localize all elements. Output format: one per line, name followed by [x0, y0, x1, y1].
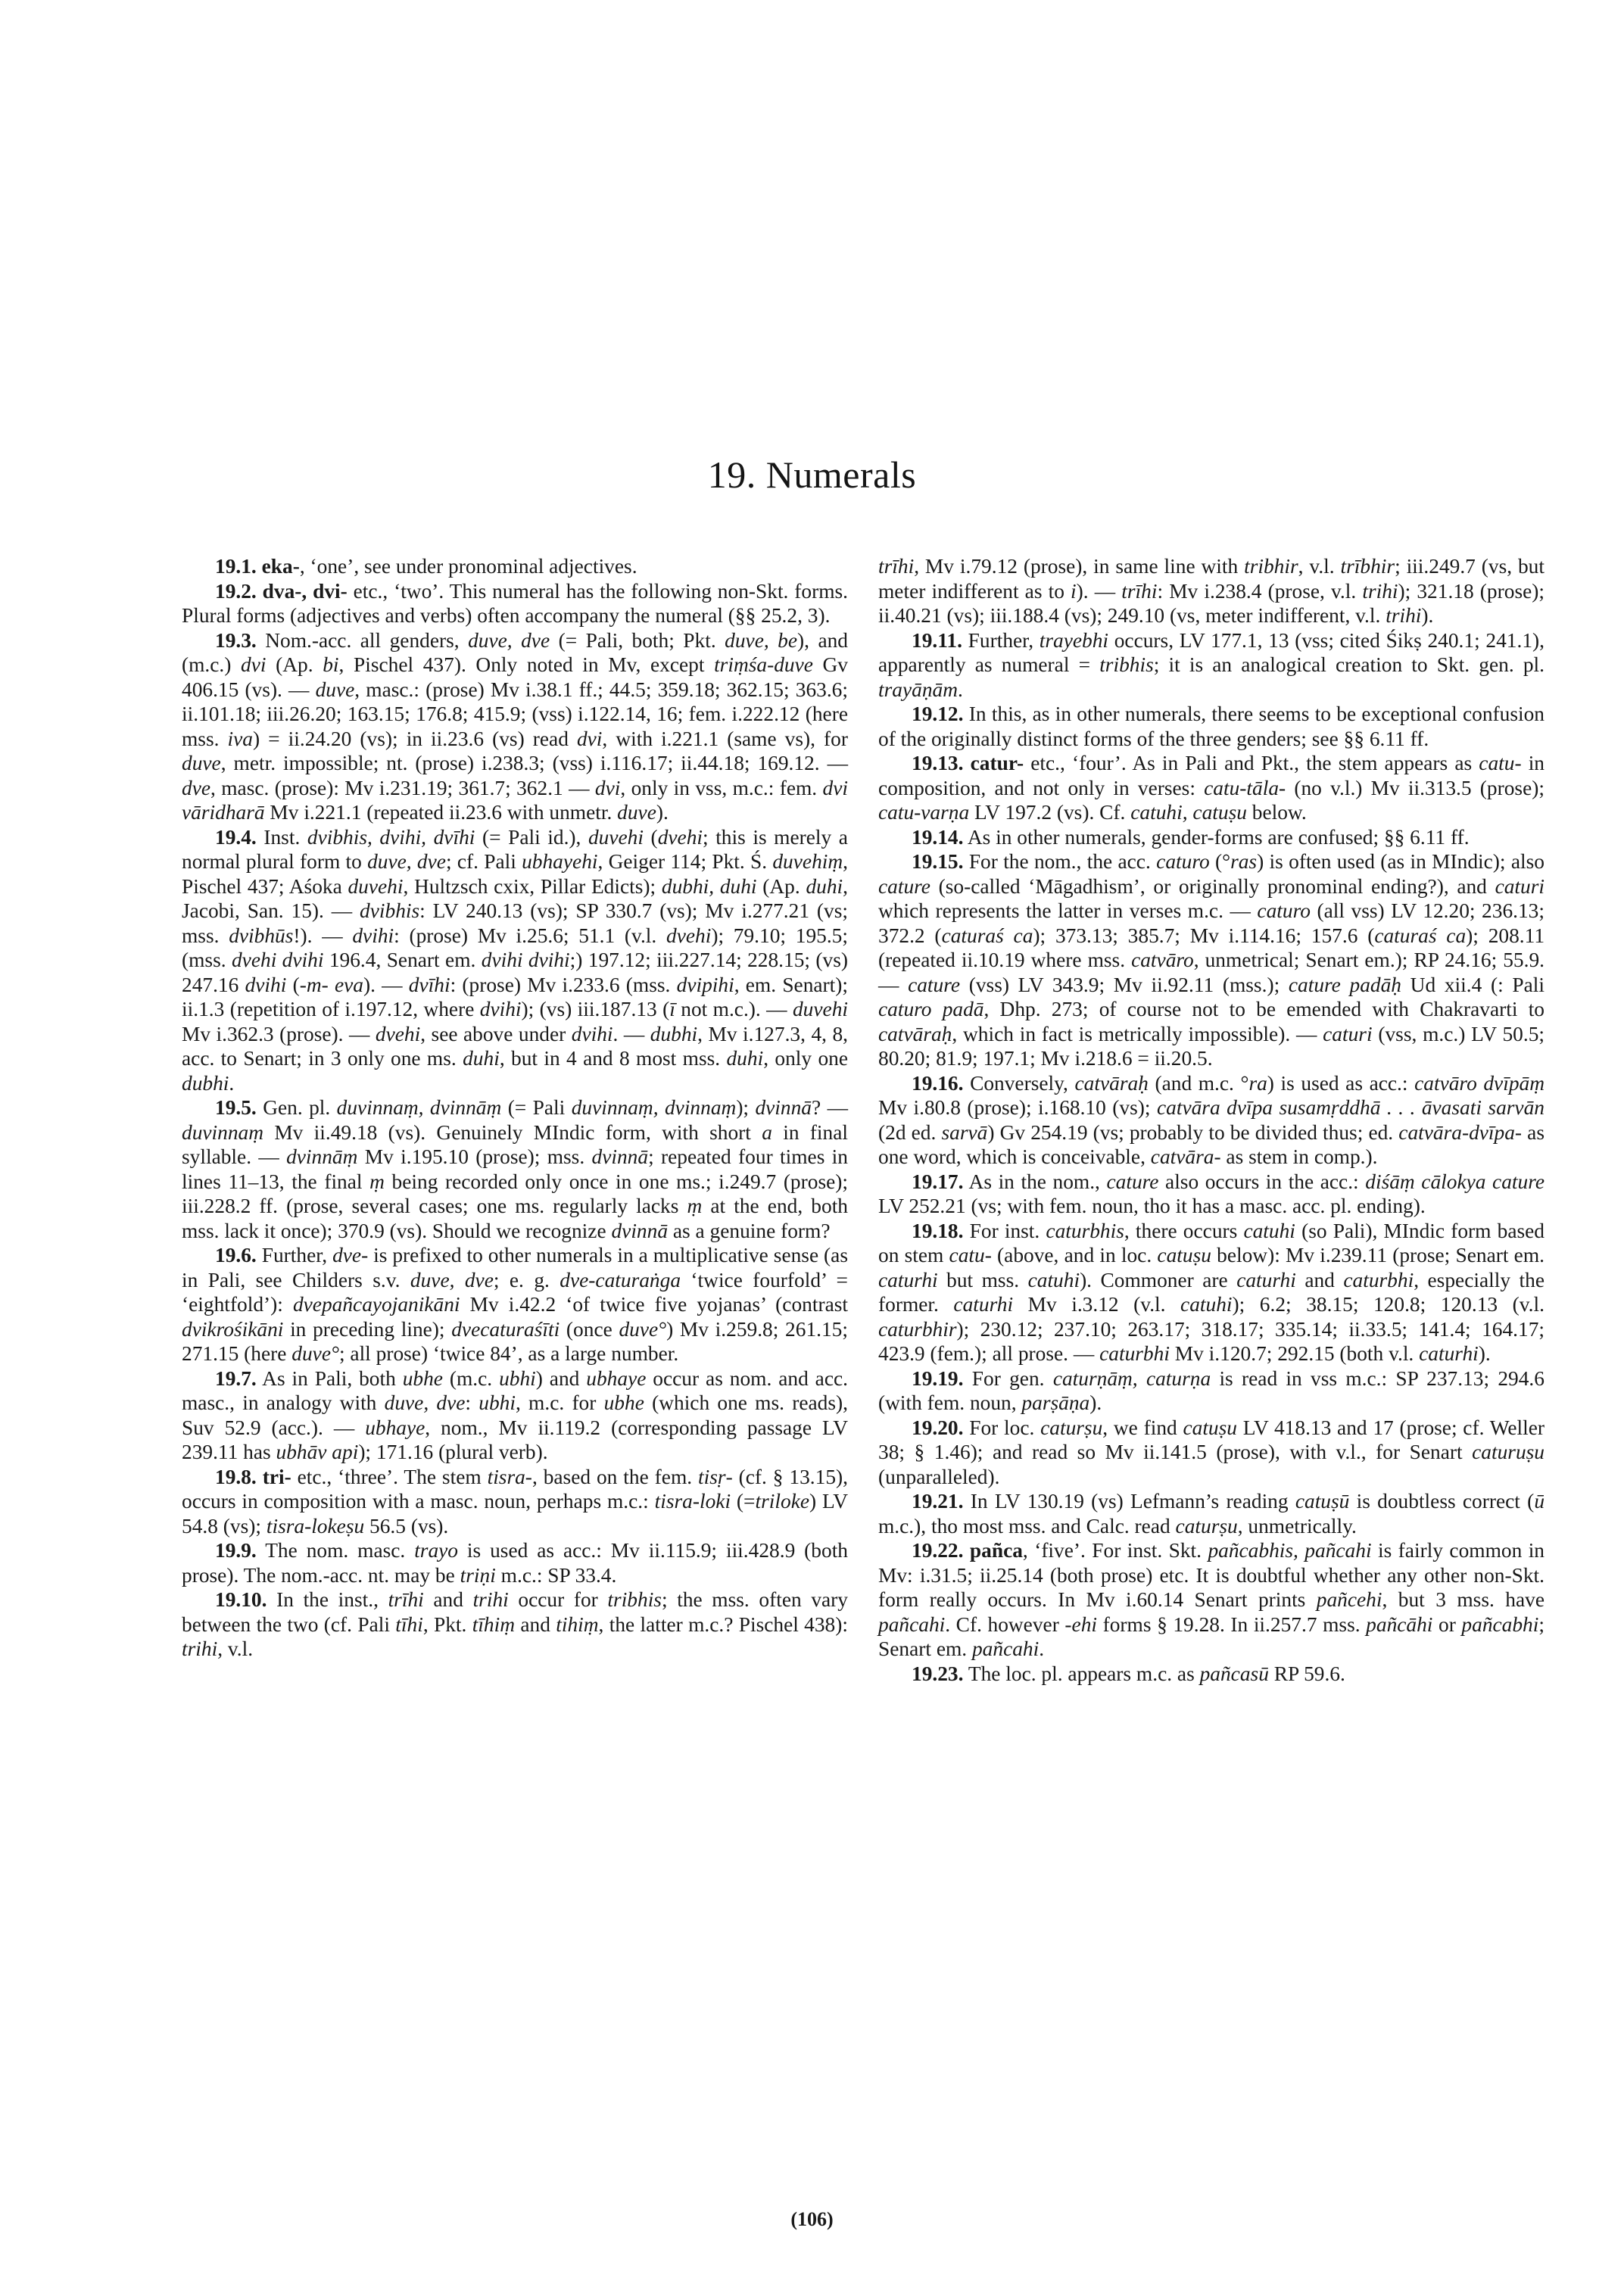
section-19-2: 19.2. dva-, dvi- etc., ‘two’. This numeral has the following non-Skt. forms. Plural forms (adjectives and verbs) often accompany the numeral (§§ 25.2, 3).	[182, 579, 849, 627]
page-title: 19. Numerals	[707, 453, 917, 496]
left-column	[182, 554, 848, 1662]
section-19-21: 19.21. In LV 130.19 (vs) Lefmann’s reading catuṣū is doubtless correct (ū m.c.), tho most mss. and Calc. read caturṣu, unmetrically.	[878, 1490, 1545, 1537]
page-number: (106)	[790, 2208, 834, 2230]
section-19-11: 19.11. Further, trayebhi occurs, LV 177.1, 13 (vss; cited Śikṣ 240.1; 241.1), apparently as numeral = tribhis; it is an analogical creation to Skt. gen. pl. trayāṇām.	[878, 628, 1545, 701]
section-19-1: 19.1. eka-, ‘one’, see under pronominal adjectives.	[215, 555, 637, 578]
section-19-5: 19.5. Gen. pl. duvinnaṃ, dvinnāṃ (= Pali duvinnaṃ, dvinnaṃ); dvinnā? — duvinnaṃ Mv ii.49.18 (vs). Genuinely MIndic form, with short a in final syllable. — dvinnāṃ Mv i.195.10 (prose); mss. dvinnā; repeated four times in lines 11–13, the final ṃ being recorded only once in one ms.; i.249.7 (prose); iii.228.2 ff. (prose, several cases; one ms. regularly lacks ṃ at the end, both mss. lack it once); 370.9 (vs). Should we recognize dvinnā as a genuine form?	[182, 1096, 848, 1242]
section-19-16: 19.16. Conversely, catvāraḥ (and m.c. °ra) is used as acc.: catvāro dvīpāṃ Mv i.80.8 (prose); i.168.10 (vs); catvāra dvīpa susamṛddhā . . . āvasati sarvān (2d ed. sarvā) Gv 254.19 (vs; probably to be divided thus; ed. catvāra-dvīpa- as one word, which is conceivable, catvāra- as stem in comp.).	[878, 1071, 1545, 1168]
section-19-10-continued: trīhi, Mv i.79.12 (prose), in same line with tribhir, v.l. trībhir; iii.249.7 (vs, but meter indifferent as to i). — trīhi: Mv i.238.4 (prose, v.l. trihi); 321.18 (prose); ii.40.21 (vs); iii.188.4 (vs); 249.10 (vs, meter indifferent, v.l. trihi).	[878, 555, 1545, 627]
section-19-3: 19.3. Nom.-acc. all genders, duve, dve (= Pali, both; Pkt. duve, be), and (m.c.) dvi (Ap. bi, Pischel 437). Only noted in Mv, except triṃśa-duve Gv 406.15 (vs). — duve, masc.: (prose) Mv i.38.1 ff.; 44.5; 359.18; 362.15; 363.6; ii.101.18; iii.26.20; 163.15; 176.8; 415.9; (vss) i.122.14, 16; fem. i.222.12 (here mss. iva) = ii.24.20 (vs); in ii.23.6 (vs) read dvi, with i.221.1 (same vs), for duve, metr. impossible; nt. (prose) i.238.3; (vss) i.116.17; ii.44.18; 169.12. — dve, masc. (prose): Mv i.231.19; 361.7; 362.1 — dvi, only in vss, m.c.: fem. dvi vāridharā Mv i.221.1 (repeated ii.23.6 with unmetr. duve).	[182, 628, 849, 824]
section-19-20: 19.20. For loc. caturṣu, we find catuṣu LV 418.13 and 17 (prose; cf. Weller 38; § 1.46); and read so Mv ii.141.5 (prose), with v.l., for Senart caturuṣu (unparalleled).	[878, 1416, 1545, 1488]
section-19-15: 19.15. For the nom., the acc. caturo (°ras) is often used (as in MIndic); also cature (so-called ‘Māgadhism’, or originally pronominal ending?), and caturi which represents the latter in verses m.c. — caturo (all vss) LV 12.20; 236.13; 372.2 (caturaś ca); 373.13; 385.7; Mv i.114.16; 157.6 (caturaś ca); 208.11 (repeated ii.10.19 where mss. catvāro, unmetrical; Senart em.); RP 24.16; 55.9. — cature (vss) LV 343.9; Mv ii.92.11 (mss.); cature padāḥ Ud xii.4 (: Pali caturo padā, Dhp. 273; of course not to be emended with Chakravarti to catvāraḥ, which in fact is metrically impossible). — caturi (vss, m.c.) LV 50.5; 80.20; 81.9; 197.1; Mv i.218.6 = ii.20.5.	[878, 850, 1545, 1070]
section-19-14: 19.14. As in other numerals, gender-forms are confused; §§ 6.11 ff.	[912, 825, 1470, 849]
section-19-17: 19.17. As in the nom., cature also occurs in the acc.: diśāṃ cālokya cature LV 252.21 (vs; with fem. noun, tho it has a masc. acc. pl. ending).	[878, 1170, 1545, 1217]
section-19-19: 19.19. For gen. caturṇāṃ, caturṇa is read in vss m.c.: SP 237.13; 294.6 (with fem. noun, parṣāṇa).	[878, 1366, 1545, 1414]
section-19-18: 19.18. For inst. caturbhis, there occurs catuhi (so Pali), MIndic form based on stem catu- (above, and in loc. catuṣu below): Mv i.239.11 (prose; Senart em. caturhi but mss. catuhi). Commoner are caturhi and caturbhi, especially the former. caturhi Mv i.3.12 (v.l. catuhi); 6.2; 38.15; 120.8; 120.13 (v.l. caturbhir); 230.12; 237.10; 263.17; 318.17; 335.14; ii.33.5; 141.4; 164.17; 423.9 (fem.); all prose. — caturbhi Mv i.120.7; 292.15 (both v.l. caturhi).	[878, 1219, 1545, 1365]
section-19-10: 19.10. In the inst., trīhi and trihi occur for tribhis; the mss. often vary between the two (cf. Pali tīhi, Pkt. tīhiṃ and tihiṃ, the latter m.c.? Pischel 438): trihi, v.l.	[182, 1588, 848, 1660]
section-19-13: 19.13. catur- etc., ‘four’. As in Pali and Pkt., the stem appears as catu- in composition, and not only in verses: catu-tāla- (no v.l.) Mv ii.313.5 (prose); catu-varṇa LV 197.2 (vs). Cf. catuhi, catuṣu below.	[878, 752, 1545, 824]
section-19-12: 19.12. In this, as in other numerals, there seems to be exceptional confusion of the originally distinct forms of the three genders; see §§ 6.11 ff.	[878, 703, 1545, 750]
right-column	[878, 554, 1545, 1686]
section-19-23: 19.23. The loc. pl. appears m.c. as pañcasū RP 59.6.	[912, 1662, 1345, 1685]
section-19-8: 19.8. tri- etc., ‘three’. The stem tisra-, based on the fem. tisṛ- (cf. § 13.15), occurs in composition with a masc. noun, perhaps m.c.: tisra-loki (=triloke) LV 54.8 (vs); tisra-lokeṣu 56.5 (vs).	[182, 1465, 849, 1537]
section-19-4: 19.4. Inst. dvibhis, dvihi, dvīhi (= Pali id.), duvehi (dvehi; this is merely a normal plural form to duve, dve; cf. Pali ubhayehi, Geiger 114; Pkt. Ś. duvehiṃ, Pischel 437; Aśoka duvehi, Hultzsch cxix, Pillar Edicts); dubhi, duhi (Ap. duhi, Jacobi, San. 15). — dvibhis: LV 240.13 (vs); SP 330.7 (vs); Mv i.277.21 (vs; mss. dvibhūs!). — dvihi: (prose) Mv i.25.6; 51.1 (v.l. dvehi); 79.10; 195.5; (mss. dvehi dvihi 196.4, Senart em. dvihi dvihi;) 197.12; iii.227.14; 228.15; (vs) 247.16 dvihi (-m- eva). — dvīhi: (prose) Mv i.233.6 (mss. dvipihi, em. Senart); ii.1.3 (repetition of i.197.12, where dvihi); (vs) iii.187.13 (ī not m.c.). — duvehi Mv i.362.3 (prose). — dvehi, see above under dvihi. — dubhi, Mv i.127.3, 4, 8, acc. to Senart; in 3 only one ms. duhi, but in 4 and 8 most mss. duhi, only one dubhi.	[182, 825, 849, 1095]
section-19-6: 19.6. Further, dve- is prefixed to other numerals in a multiplicative sense (as in Pali, see Childers s.v. duve, dve; e. g. dve-caturaṅga ‘twice fourfold’ = ‘eightfold’): dvepañcayojanikāni Mv i.42.2 ‘of twice five yojanas’ (contrast dvikrośikāni in preceding line); dvecaturaśīti (once duve°) Mv i.259.8; 261.15; 271.15 (here duve°; all prose) ‘twice 84’, as a large number.	[182, 1244, 848, 1365]
section-19-22: 19.22. pañca, ‘five’. For inst. Skt. pañcabhis, pañcahi is fairly common in Mv: i.31.5; ii.25.14 (both prose) etc. It is doubtful whether any other non-Skt. form really occurs. In Mv i.60.14 Senart prints pañcehi, but 3 mss. have pañcahi. Cf. however -ehi forms § 19.28. In ii.257.7 mss. pañcāhi or pañcabhi; Senart em. pañcahi.	[878, 1539, 1545, 1660]
section-19-7: 19.7. As in Pali, both ubhe (m.c. ubhi) and ubhaye occur as nom. and acc. masc., in analogy with duve, dve: ubhi, m.c. for ubhe (which one ms. reads), Suv 52.9 (acc.). — ubhaye, nom., Mv ii.119.2 (corresponding passage LV 239.11 has ubhāv api); 171.16 (plural verb).	[182, 1366, 848, 1463]
section-19-9: 19.9. The nom. masc. trayo is used as acc.: Mv ii.115.9; iii.428.9 (both prose). The nom.-acc. nt. may be triṇi m.c.: SP 33.4.	[182, 1539, 848, 1587]
